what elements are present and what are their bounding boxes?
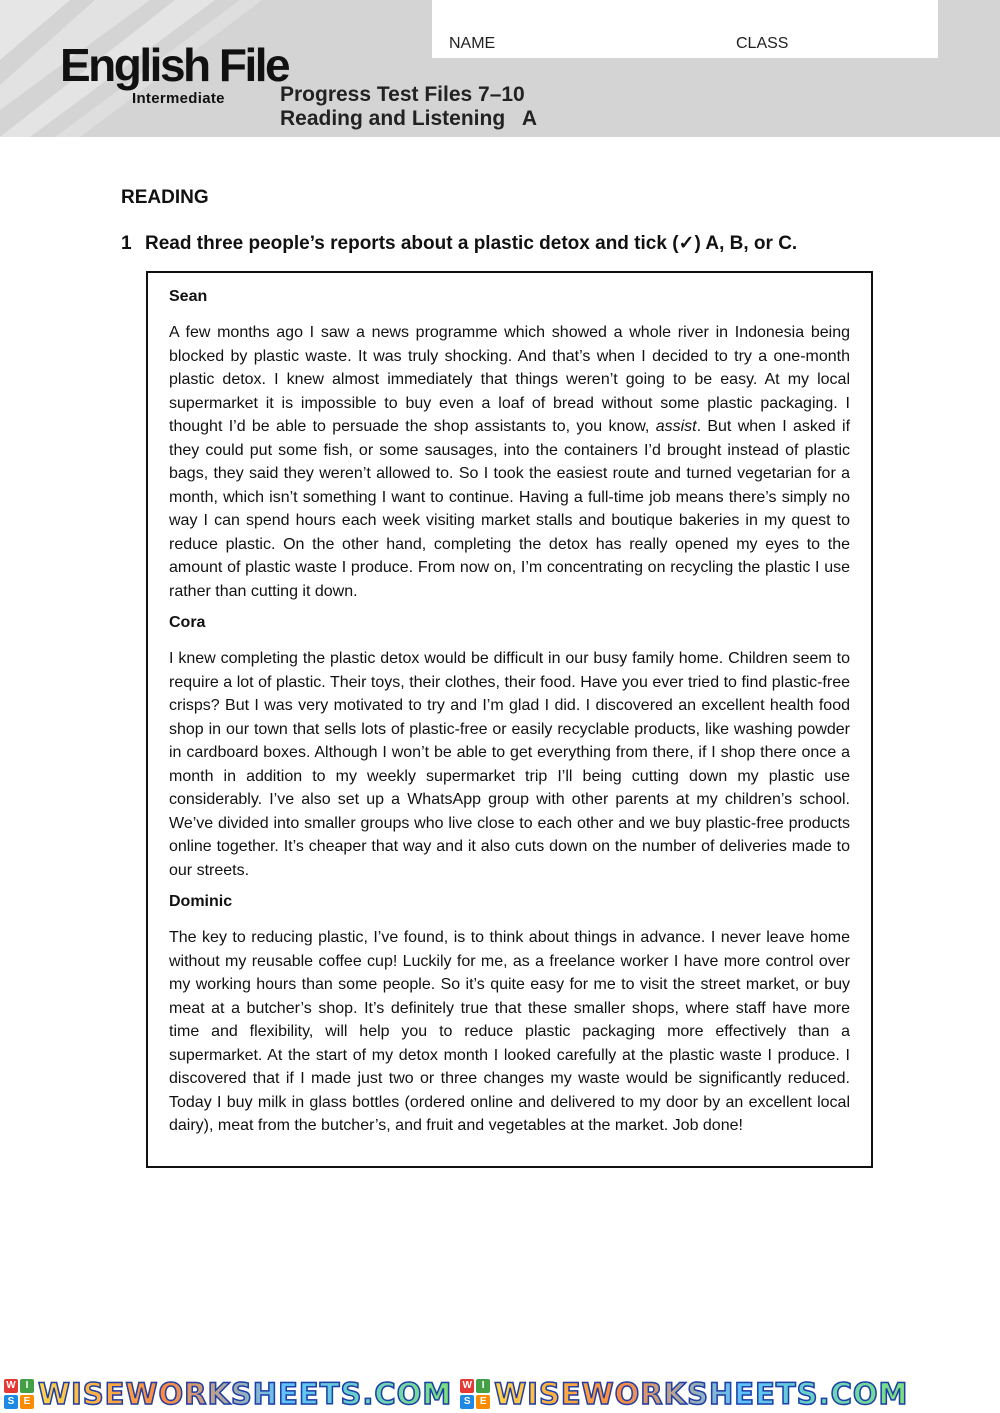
reading-text-box (146, 271, 873, 1168)
test-title-line-1: Progress Test Files 7–10 (280, 83, 525, 106)
report-text-sean (169, 321, 850, 603)
watermark-icon-letter: E (476, 1395, 490, 1409)
report-author-dominic: Dominic (169, 893, 233, 910)
watermark-icon-letter: S (460, 1395, 474, 1409)
logo-title: English File (60, 39, 289, 91)
test-title (280, 83, 537, 131)
watermark-icon-letter: I (476, 1379, 490, 1393)
report-text-cora: I knew completing the plastic detox would be difficult in our busy family home. Children seem to require a lot of plastic. Their toys, their clothes, their food. Have you ever tried to find plastic-free crisps? But I was very motivated to try and I’m glad I did. I discovered an excellent health food shop in our town that sells lots of plastic-free or easily recyclable products, like washing powder in cardboard boxes. Although I won’t be able to get everything from there, if I shop there once a month in addition to my weekly supermarket trip I’ll being cutting down my plastic use considerably. I’ve also set up a WhatsApp group with other parents at my children’s school. We’ve divided into smaller groups who live close to each other and we buy plastic-free products online together. It’s cheaper that way and it also cuts down on the number of deliveries made to our streets. (169, 650, 850, 879)
task-text: Read three people’s reports about a plastic detox and tick (✓) A, B, or C. (145, 233, 798, 254)
watermark-icon (4, 1379, 34, 1409)
report-text-part: . But when I asked if they could put some fish, or some sausages, into the containers I’d brought instead of plastic bags, they said they weren’t allowed to. So I took the easiest route and turned vegetarian for a month, which isn’t something I want to continue. Having a full-time job means there’s simply no way I can spend hours each week visiting market stalls and boutique bakeries in my quest to reduce plastic. On the other hand, completing the detox has really opened my eyes to the amount of plastic waste I produce. From now on, I’m concentrating on recycling the plastic I use rather than cutting it down. (169, 418, 851, 600)
test-title-line-2: Reading and Listening A (280, 107, 538, 130)
name-field-label: NAME (449, 35, 496, 52)
report-author-sean: Sean (169, 288, 208, 305)
watermark-icon-letter: W (4, 1379, 18, 1393)
report-author-cora: Cora (169, 614, 206, 631)
report-text-part: A few months ago I saw a news programme which showed a whole river in Indonesia being blocked by plastic waste. It was truly shocking. And that’s when I decided to try a one-month plastic detox. I knew almost immediately that things weren’t going to be easy. At my local supermarket it is impossible to buy even a loaf of bread without some plastic packaging. I thought I’d be able to persuade the shop assistants to, you know, (169, 324, 850, 435)
section-heading: READING (121, 187, 209, 208)
watermark-icon-letter: E (20, 1395, 34, 1409)
report-text-dominic: The key to reducing plastic, I’ve found, is to think about things in advance. I never leave home without my reusable coffee cup! Luckily for me, as a freelance worker I have more control over my working hours than some people. So it’s quite easy for me to visit the street market, or buy meat at a butcher’s shop. It’s definitely true that these smaller shops, where staff have more time and flexibility, will help you to reduce plastic packaging more effectively than a supermarket. At the start of my detox month I looked carefully at the plastic waste I produce. I discovered that if I made just two or three changes my waste would be significantly reduced. Today I buy milk in glass bottles (ordered online and delivered to my door by an excellent local dairy), meat from the butcher’s, and fruit and vegetables at the market. Job done! (169, 929, 850, 1134)
watermark-text: WISEWORKSHEETS.COM (38, 1376, 453, 1411)
watermark-icon-letter: S (4, 1395, 18, 1409)
report-text-italic: assist (655, 418, 697, 435)
task-number: 1 (121, 233, 132, 254)
watermark-icon-letter: W (460, 1379, 474, 1393)
logo-subtitle: Intermediate (132, 90, 225, 107)
page-header (0, 0, 1000, 137)
watermark-icon (460, 1379, 490, 1409)
task-instruction (121, 232, 797, 255)
class-field-label: CLASS (736, 35, 789, 52)
watermark-text: WISEWORKSHEETS.COM (494, 1376, 909, 1411)
watermark-logo (4, 1376, 453, 1411)
watermark-logo (460, 1376, 909, 1411)
watermark-icon-letter: I (20, 1379, 34, 1393)
name-class-box (432, 0, 938, 58)
watermark-footer (0, 1375, 1000, 1413)
